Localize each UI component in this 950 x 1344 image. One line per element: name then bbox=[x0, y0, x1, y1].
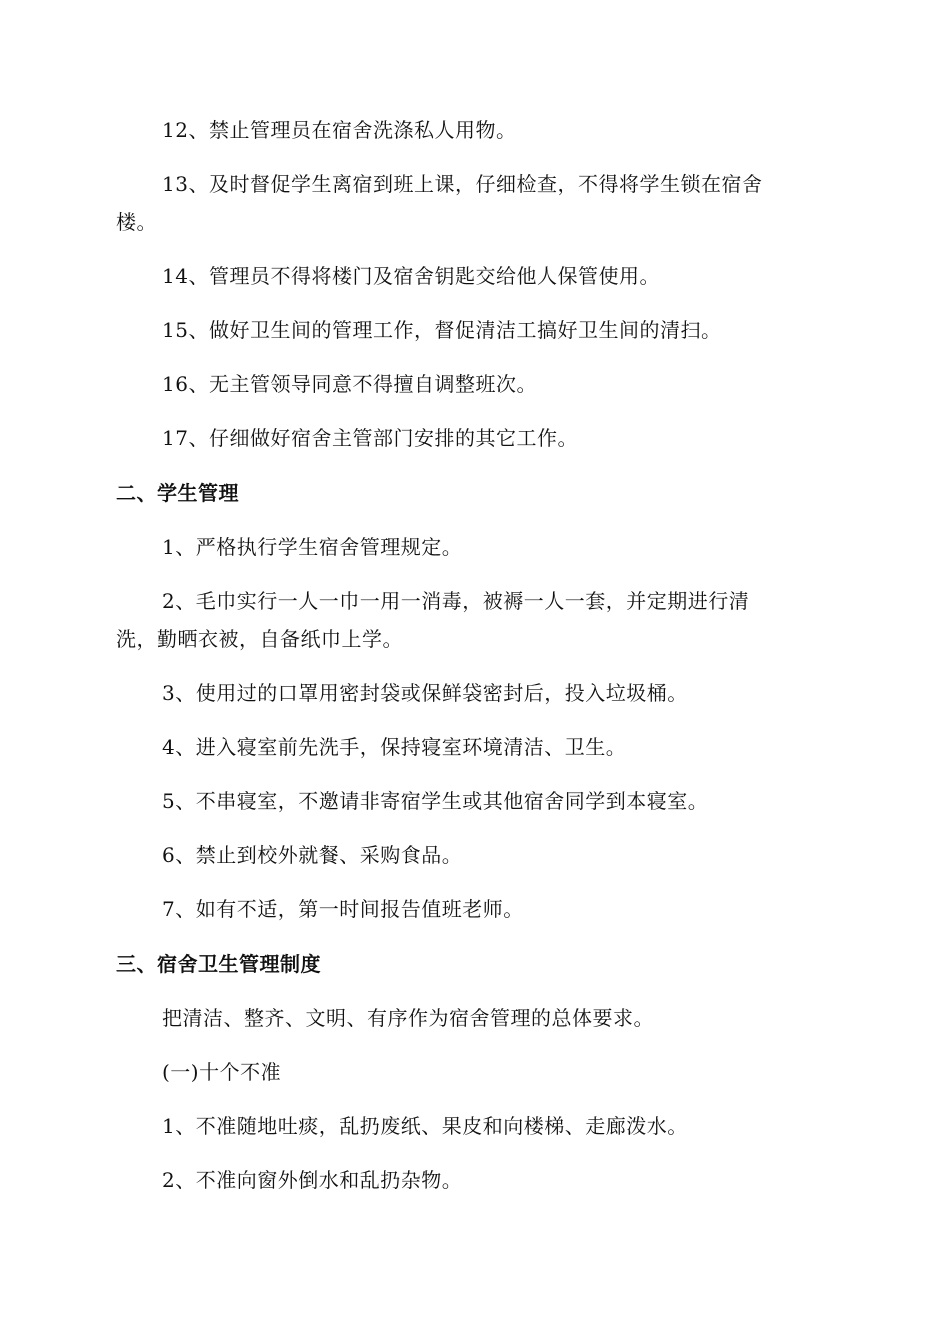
student-item-1: 1、严格执行学生宿舍管理规定。 bbox=[162, 535, 463, 559]
student-item-3: 3、使用过的口罩用密封袋或保鲜袋密封后，投入垃圾桶。 bbox=[162, 681, 688, 705]
hygiene-item-2: 2、不准向窗外倒水和乱扔杂物。 bbox=[162, 1168, 463, 1192]
list-item-17: 17、仔细做好宿舍主管部门安排的其它工作。 bbox=[162, 426, 578, 450]
list-item-14: 14、管理员不得将楼门及宿舍钥匙交给他人保管使用。 bbox=[162, 264, 660, 288]
student-item-2: 2、毛巾实行一人一巾一用一消毒，被褥一人一套，并定期进行清 bbox=[162, 589, 750, 613]
hygiene-subheading: (一)十个不准 bbox=[162, 1060, 282, 1084]
list-item-13-continuation: 楼。 bbox=[116, 210, 157, 234]
list-item-13: 13、及时督促学生离宿到班上课，仔细检查，不得将学生锁在宿舍 bbox=[162, 172, 763, 196]
list-item-12: 12、禁止管理员在宿舍洗涤私人用物。 bbox=[162, 118, 517, 142]
section-heading-student-management: 二、学生管理 bbox=[116, 481, 239, 505]
hygiene-intro: 把清洁、整齐、文明、有序作为宿舍管理的总体要求。 bbox=[162, 1006, 654, 1030]
list-item-15: 15、做好卫生间的管理工作，督促清洁工搞好卫生间的清扫。 bbox=[162, 318, 722, 342]
student-item-6: 6、禁止到校外就餐、采购食品。 bbox=[162, 843, 463, 867]
student-item-2-continuation: 洗，勤晒衣被，自备纸巾上学。 bbox=[116, 627, 403, 651]
student-item-5: 5、不串寝室，不邀请非寄宿学生或其他宿舍同学到本寝室。 bbox=[162, 789, 709, 813]
section-heading-hygiene-rules: 三、宿舍卫生管理制度 bbox=[116, 952, 321, 976]
list-item-16: 16、无主管领导同意不得擅自调整班次。 bbox=[162, 372, 537, 396]
student-item-4: 4、进入寝室前先洗手，保持寝室环境清洁、卫生。 bbox=[162, 735, 627, 759]
hygiene-item-1: 1、不准随地吐痰，乱扔废纸、果皮和向楼梯、走廊泼水。 bbox=[162, 1114, 688, 1138]
student-item-7: 7、如有不适，第一时间报告值班老师。 bbox=[162, 897, 524, 921]
